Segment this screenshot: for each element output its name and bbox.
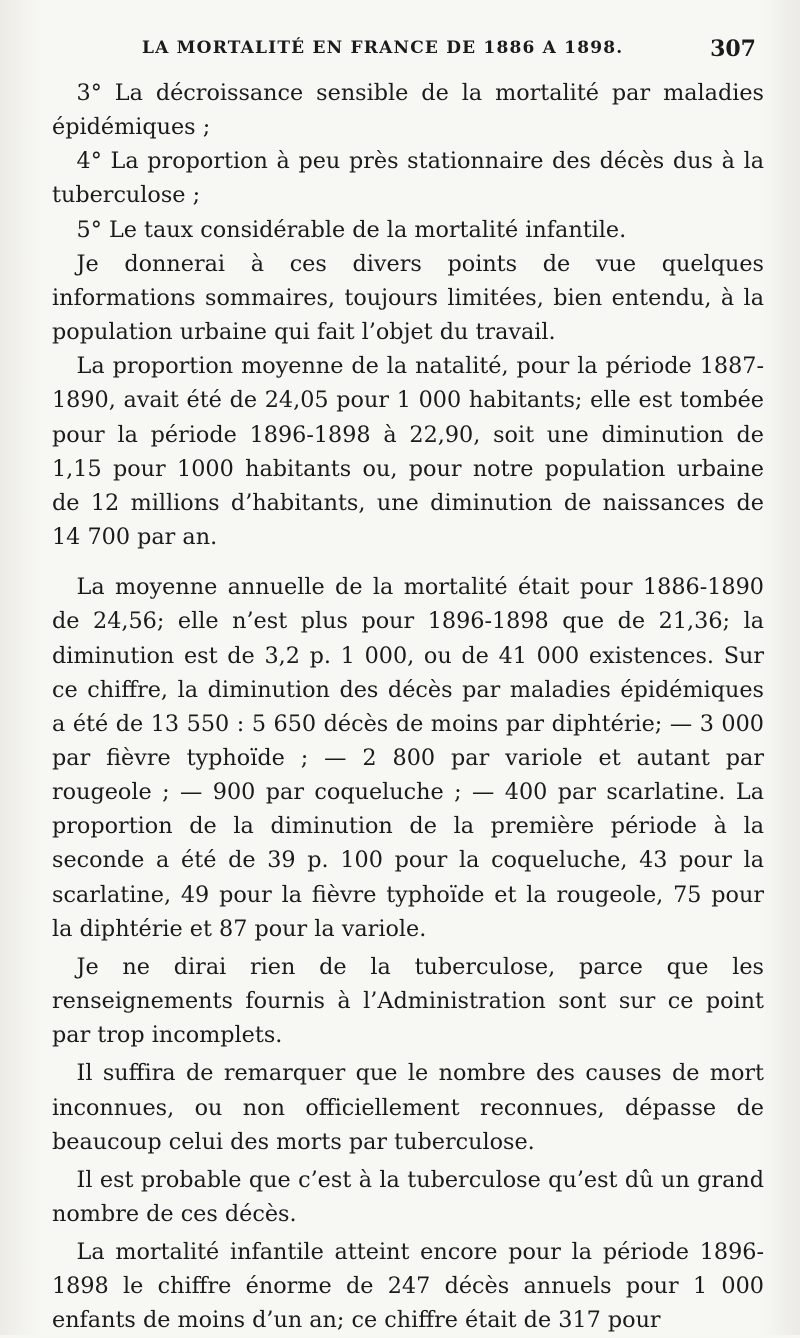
running-head xyxy=(50,36,760,66)
paragraph-natalite: La proportion moyenne de la natalité, pour la période 1887-1890, avait été de 24,05 pour 1 000 habitants; elle est tombée pour la période 1896-1898 à 22,90, soit une diminution de 1,15 pour 1000 habitants ou, pour notre population urbaine de 12 millions d’habitants, une diminution de naissances de 14 700 par an. xyxy=(52,353,764,551)
paragraph-item-4: 4° La proportion à peu près stationnaire des décès dus à la tuberculose ; xyxy=(52,148,764,209)
page-number: 307 xyxy=(710,36,756,62)
paragraph-causes-inconnues: Il suffira de remarquer que le nombre des causes de mort inconnues, ou non officiellement reconnues, dépasse de beaucoup celui des morts par tuberculose. xyxy=(52,1060,764,1155)
running-title: LA MORTALITÉ EN FRANCE DE 1886 A 1898. xyxy=(142,38,624,58)
paragraph-intro-informations: Je donnerai à ces divers points de vue quelques informations sommaires, toujours limitées, bien entendu, à la population urbaine qui fait l’objet du travail. xyxy=(52,250,764,346)
body-text xyxy=(52,76,764,1338)
paragraph-tuberculose: Je ne dirai rien de la tuberculose, parce que les renseignements fournis à l’Administration sont sur ce point par trop incomplets. xyxy=(52,953,764,1049)
paragraph-item-5: 5° Le taux considérable de la mortalité infantile. xyxy=(76,216,627,243)
paragraph-mortalite: La moyenne annuelle de la mortalité était pour 1886-1890 de 24,56; elle n’est plus pour 1896-1898 que de 21,36; la diminution est de 3,2 p. 1 000, ou de 41 000 existences. Sur ce chiffre, la diminution des décès par maladies épidémiques a été de 13 550 : 5 650 décès de moins par diphtérie; — 3 000 par fièvre typhoïde ; — 2 800 par variole et autant par rougeole ; — 900 par coqueluche ; — 400 par scarlatine. La proportion de la diminution de la première période à la seconde a été de 39 p. 100 pour la coqueluche, 43 pour la scarlatine, 49 pour la fièvre typhoïde et la rougeole, 75 pour la diphtérie et 87 pour la variole. xyxy=(52,574,764,942)
paragraph-mortalite-infantile: La mortalité infantile atteint encore pour la période 1896-1898 le chiffre énorme de 247 décès annuels pour 1 000 enfants de moins d’un an; ce chiffre était de 317 pour xyxy=(52,1239,764,1334)
paragraph-item-3: 3° La décroissance sensible de la mortalité par maladies épidémiques ; xyxy=(52,80,764,141)
paragraph-probable: Il est probable que c’est à la tuberculose qu’est dû un grand nombre de ces décès. xyxy=(52,1166,764,1227)
